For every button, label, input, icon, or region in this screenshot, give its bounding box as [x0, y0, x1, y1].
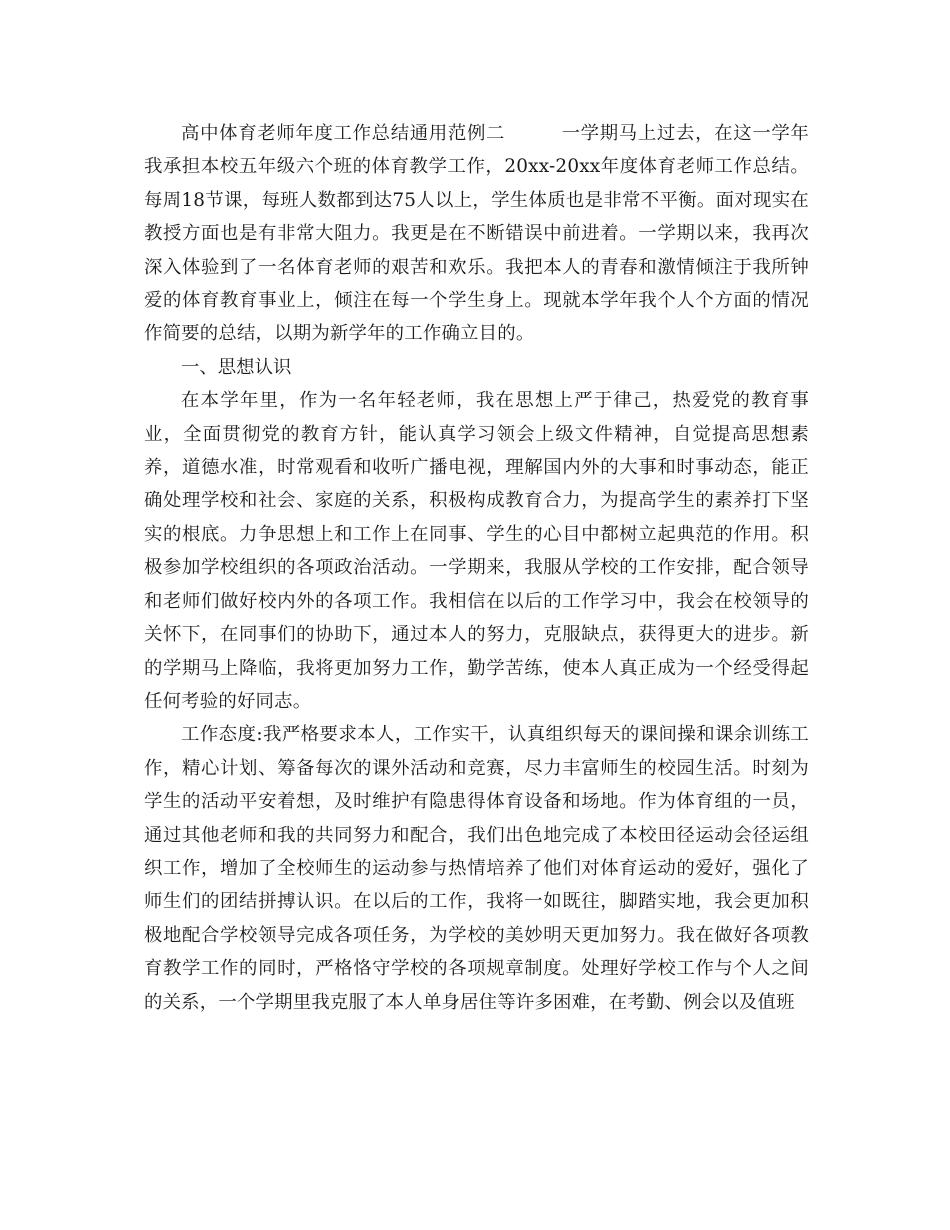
- intro-paragraph: [144, 117, 809, 351]
- intro-text: 一学期马上过去，在这一学年我承担本校五年级六个班的体育教学工作，20xx-20xx年度体育老师工作总结。每周18节课，每班人数都到达75人以上，学生体质也是非常不平衡。面对现实在教授方面也是有非常大阻力。我更是在不断错误中前进着。一学期以来，我再次深入体验到了一名体育老师的艰苦和欢乐。我把本人的青春和激情倾注于我所钟爱的体育教育事业上，倾注在每一个学生身上。现就本学年我个人个方面的情况作简要的总结，以期为新学年的工作确立目的。: [144, 123, 809, 345]
- section-paragraph-thought: 在本学年里，作为一名年轻老师，我在思想上严于律己，热爱党的教育事业，全面贯彻党的教育方针，能认真学习领会上级文件精神，自觉提高思想素养，道德水准，时常观看和收听广播电视，理解国内外的大事和时事动态，能正确处理学校和社会、家庭的关系，积极构成教育合力，为提高学生的素养打下坚实的根底。力争思想上和工作上在同事、学生的心目中都树立起典范的作用。积极参加学校组织的各项政治活动。一学期来，我服从学校的工作安排，配合领导和老师们做好校内外的各项工作。我相信在以后的工作学习中，我会在校领导的关怀下，在同事们的协助下，通过本人的努力，克服缺点，获得更大的进步。新的学期马上降临，我将更加努力工作，勤学苦练，使本人真正成为一个经受得起任何考验的好同志。: [144, 390, 809, 712]
- document-title: 高中体育老师年度工作总结通用范例二: [181, 123, 506, 144]
- section-heading-thought: 一、思想认识: [181, 356, 292, 378]
- document-page: [144, 117, 809, 1019]
- section-paragraph-attitude: 工作态度:我严格要求本人，工作实干，认真组织每天的课间操和课余训练工作，精心计划、筹备每次的课外活动和竞赛，尽力丰富师生的校园生活。时刻为学生的活动平安着想，及时维护有隐患得体育设备和场地。作为体育组的一员，通过其他老师和我的共同努力和配合，我们出色地完成了本校田径运动会径运组织工作，增加了全校师生的运动参与热情培养了他们对体育运动的爱好，强化了师生们的团结拼搏认识。在以后的工作，我将一如既往，脚踏实地，我会更加积极地配合学校领导完成各项任务，为学校的美妙明天更加努力。我在做好各项教育教学工作的同时，严格恪守学校的各项规章制度。处理好学校工作与个人之间的关系，一个学期里我克服了本人单身居住等许多困难，在考勤、例会以及值班: [144, 724, 809, 1013]
